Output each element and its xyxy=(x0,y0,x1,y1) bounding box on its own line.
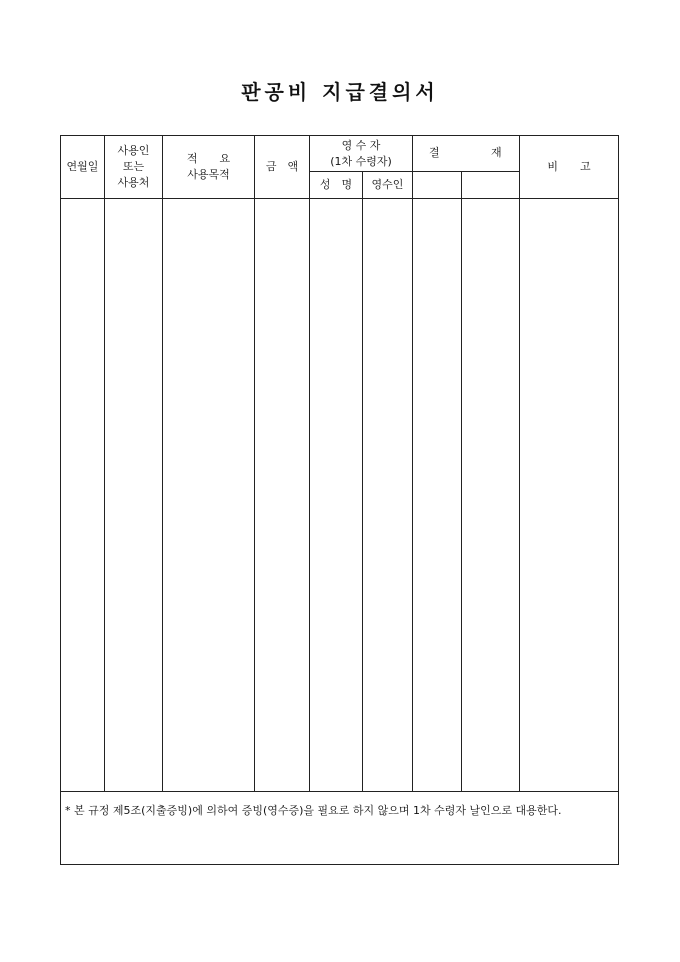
header-user-line-1: 사용인 xyxy=(117,144,150,157)
header-summary-line-2: 사용목적 xyxy=(187,168,230,181)
header-user-line-2: 또는 xyxy=(122,160,145,173)
header-receiver-seal xyxy=(363,172,413,199)
expense-resolution-table xyxy=(60,135,619,865)
approval-box-1[interactable] xyxy=(413,172,462,199)
header-approval-right: 재 xyxy=(491,146,502,159)
header-receiver-name-label: 성 명 xyxy=(319,178,353,191)
cell-receiver-seal[interactable] xyxy=(363,199,413,792)
header-remarks xyxy=(520,136,619,199)
header-receiver xyxy=(310,136,413,172)
cell-user[interactable] xyxy=(105,199,163,792)
document-title: 판공비 지급결의서 xyxy=(241,80,439,104)
header-amount-label: 금 액 xyxy=(265,160,299,173)
footnote-text: * 본 규정 제5조(지출증빙)에 의하여 증빙(영수증)을 필요로 하지 않으며 1차 수령자 날인으로 대용한다. xyxy=(65,804,562,817)
header-receiver-seal-label: 영수인 xyxy=(371,178,404,191)
cell-approval-1[interactable] xyxy=(413,199,462,792)
header-summary-line-1: 적 요 xyxy=(186,152,231,165)
approval-box-2[interactable] xyxy=(462,172,520,199)
cell-summary[interactable] xyxy=(163,199,255,792)
cell-date[interactable] xyxy=(61,199,105,792)
footnote-cell xyxy=(61,792,619,865)
header-remarks-label: 비 고 xyxy=(547,160,591,173)
header-user-line-3: 사용처 xyxy=(117,176,150,189)
cell-amount[interactable] xyxy=(255,199,310,792)
header-date xyxy=(61,136,105,199)
cell-approval-2[interactable] xyxy=(462,199,520,792)
cell-remarks[interactable] xyxy=(520,199,619,792)
cell-receiver-name[interactable] xyxy=(310,199,363,792)
header-approval xyxy=(413,136,520,172)
header-user xyxy=(105,136,163,199)
header-date-label: 연월일 xyxy=(66,160,99,173)
header-amount xyxy=(255,136,310,199)
header-receiver-line-2: (1차 수령자) xyxy=(330,154,392,168)
header-summary xyxy=(163,136,255,199)
header-receiver-line-1: 영 수 자 xyxy=(341,138,381,152)
header-approval-left: 결 xyxy=(429,146,440,159)
header-receiver-name xyxy=(310,172,363,199)
